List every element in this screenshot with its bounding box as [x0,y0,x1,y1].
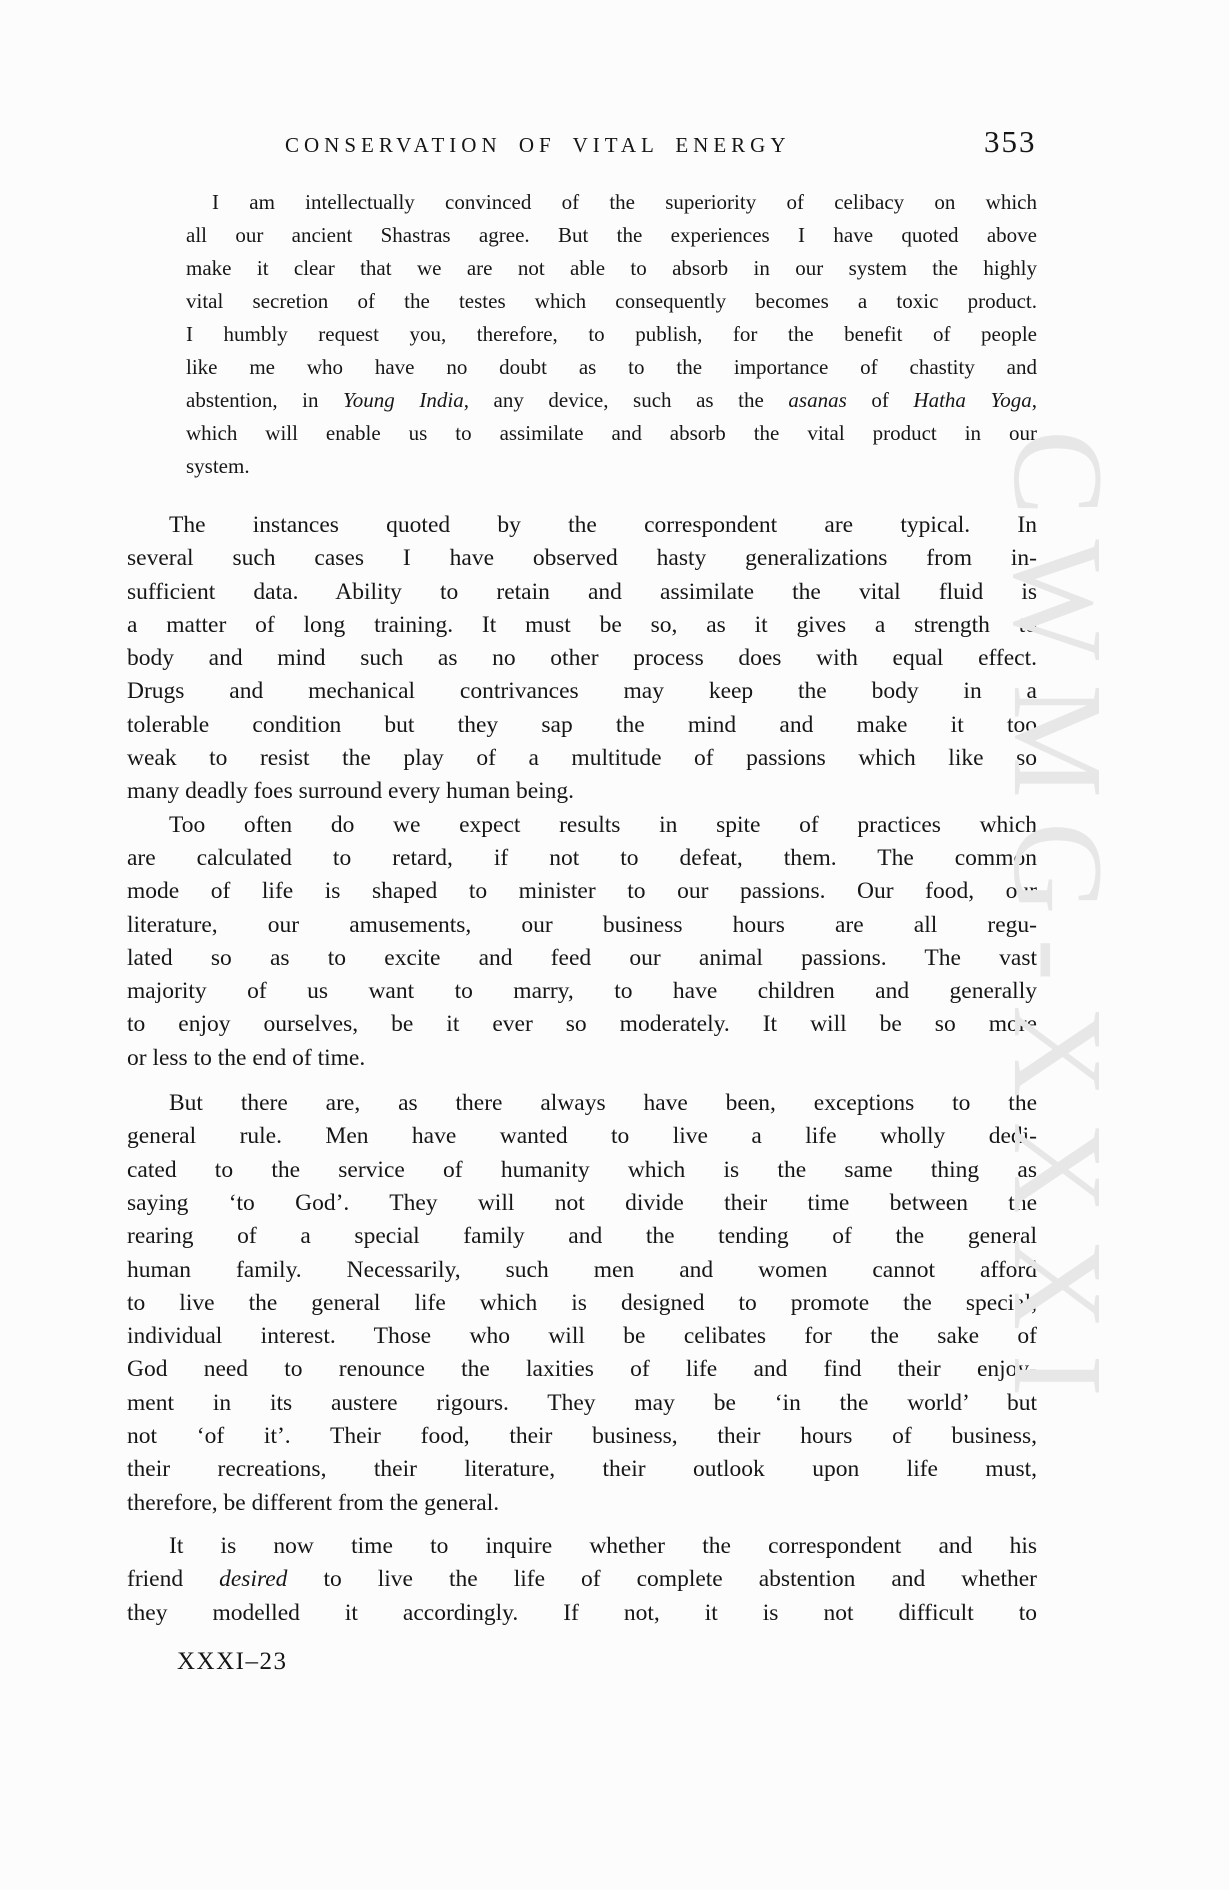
text-line: friend desired to live the life of complete abstention and whether [127,1566,1037,1593]
text-line: The instances quoted by the correspondent are typical. In [169,512,1037,538]
text-line: weak to resist the play of a multitude of passions which like so [127,745,1037,772]
text-line: individual interest. Those who will be celibates for the sake of [127,1323,1037,1350]
text-line: all our ancient Shastras agree. But the experiences I have quoted above [186,223,1037,247]
text-line: are calculated to retard, if not to defeat, them. The common [127,844,1037,871]
text-line: vital secretion of the testes which consequently becomes a toxic product. [186,289,1037,313]
text-line: general rule. Men have wanted to live a life wholly dedi- [127,1123,1037,1150]
text-line: make it clear that we are not able to absorb in our system the highly [186,256,1037,280]
text-line: like me who have no doubt as to the importance of chastity and [186,355,1037,379]
text-line: a matter of long training. It must be so, as it gives a strength to [127,611,1037,638]
paragraph [127,809,1037,1075]
text-line: or less to the end of time. [127,1044,366,1071]
block-quote [186,186,1037,483]
text-line: human family. Necessarily, such men and women cannot afford [127,1256,1037,1283]
text-line: mode of life is shaped to minister to our passions. Our food, our [127,878,1037,905]
running-head-title: CONSERVATION OF VITAL ENERGY [285,133,791,157]
text-line: majority of us want to marry, to have children and generally [127,978,1037,1005]
text-line: system. [186,454,250,478]
text-line: therefore, be different from the general. [127,1489,500,1516]
text-line: sufficient data. Ability to retain and assimilate the vital fluid is [127,578,1037,605]
text-line: which will enable us to assimilate and absorb the vital product in our [186,421,1037,445]
text-line: they modelled it accordingly. If not, it is not difficult to [127,1599,1037,1626]
text-line: But there are, as there always have been, exceptions to the [169,1090,1037,1117]
page-number: 353 [984,124,1037,159]
text-line: Drugs and mechanical contrivances may keep the body in a [127,678,1037,705]
text-line: saying ‘to God’. They will not divide their time between the [127,1189,1037,1216]
text-line: lated so as to excite and feed our animal passions. The vast [127,944,1037,971]
text-line: Too often do we expect results in spite of practices which [169,811,1037,838]
text-line: their recreations, their literature, their outlook upon life must, [127,1456,1037,1483]
paragraph [127,1087,1037,1520]
text-line: not ‘of it’. Their food, their business, their hours of business, [127,1423,1037,1450]
text-line: It is now time to inquire whether the correspondent and his [169,1532,1037,1559]
text-line: body and mind such as no other process does with equal effect. [127,645,1037,672]
text-line: I humbly request you, therefore, to publish, for the benefit of people [186,322,1037,346]
text-line: several such cases I have observed hasty generalizations from in- [127,545,1037,572]
text-line: I am intellectually convinced of the superiority of celibacy on which [212,190,1037,214]
paragraph [127,509,1037,809]
text-line: tolerable condition but they sap the mind and make it too [127,711,1037,738]
text-line: rearing of a special family and the tending of the general [127,1223,1037,1250]
text-line: abstention, in Young India, any device, such as the asanas of Hatha Yoga, [186,388,1037,412]
cwmg-watermark: CWMG-XXXI [987,430,1129,1421]
text-line: God need to renounce the laxities of life and find their enjoy- [127,1356,1037,1383]
text-line: literature, our amusements, our business hours are all regu- [127,911,1037,938]
paragraph [127,1530,1037,1630]
text-line: to enjoy ourselves, be it ever so moderately. It will be so more [127,1011,1037,1038]
text-line: cated to the service of humanity which is the same thing as [127,1156,1037,1183]
text-line: ment in its austere rigours. They may be ‘in the world’ but [127,1389,1037,1416]
text-line: to live the general life which is designed to promote the special, [127,1289,1037,1316]
volume-page-label: XXXI–23 [177,1648,288,1675]
body-text [127,509,1037,1630]
text-line: many deadly foes surround every human being. [127,778,575,805]
